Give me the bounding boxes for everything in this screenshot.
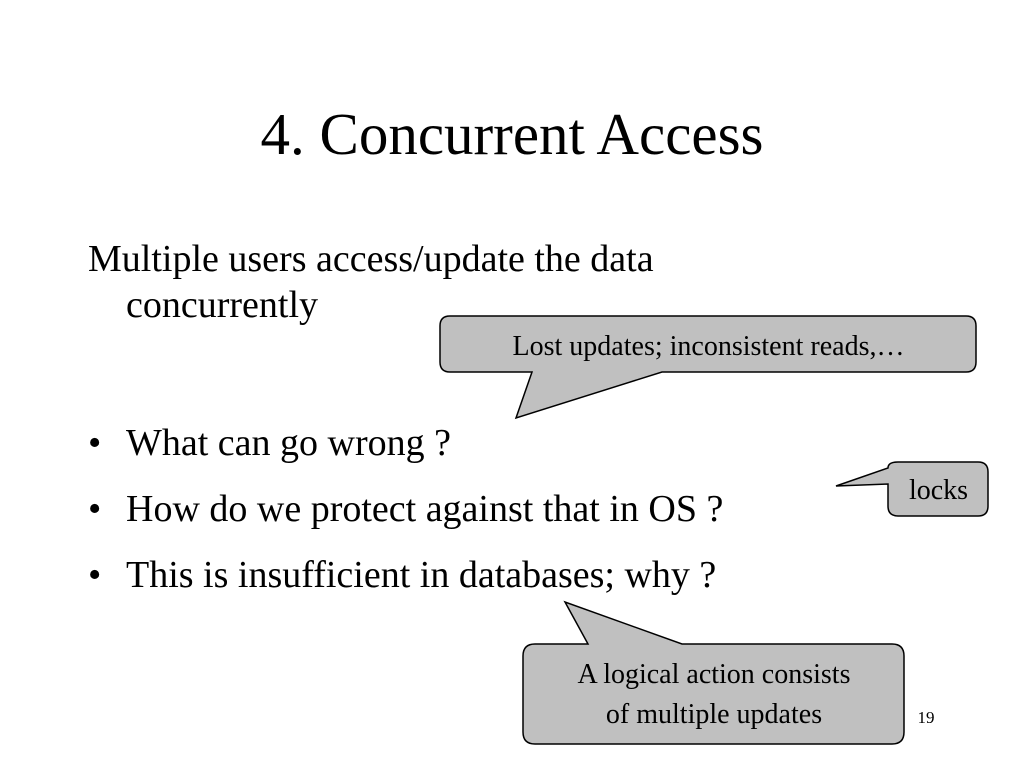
- callout-logical-action-line-1: A logical action consists: [577, 659, 851, 690]
- intro-line-1: Multiple users access/update the data: [88, 238, 654, 280]
- intro-line-2: concurrently: [126, 284, 319, 326]
- bullet-marker: •: [88, 422, 102, 464]
- callout-locks: locks: [908, 475, 969, 506]
- bullet-marker: •: [88, 554, 102, 596]
- bullet-marker: •: [88, 488, 102, 530]
- callout-logical-action-line-2: of multiple updates: [605, 699, 823, 730]
- slide-title: 4. Concurrent Access: [260, 101, 764, 167]
- bullet-text: How do we protect against that in OS ?: [126, 488, 724, 530]
- callout-logical-action: [524, 655, 904, 735]
- bullet-text: This is insufficient in databases; why ?: [126, 554, 717, 596]
- bullet-text: What can go wrong ?: [126, 422, 451, 464]
- callout-lost-updates: Lost updates; inconsistent reads,…: [512, 331, 905, 362]
- page-number: 19: [917, 708, 935, 727]
